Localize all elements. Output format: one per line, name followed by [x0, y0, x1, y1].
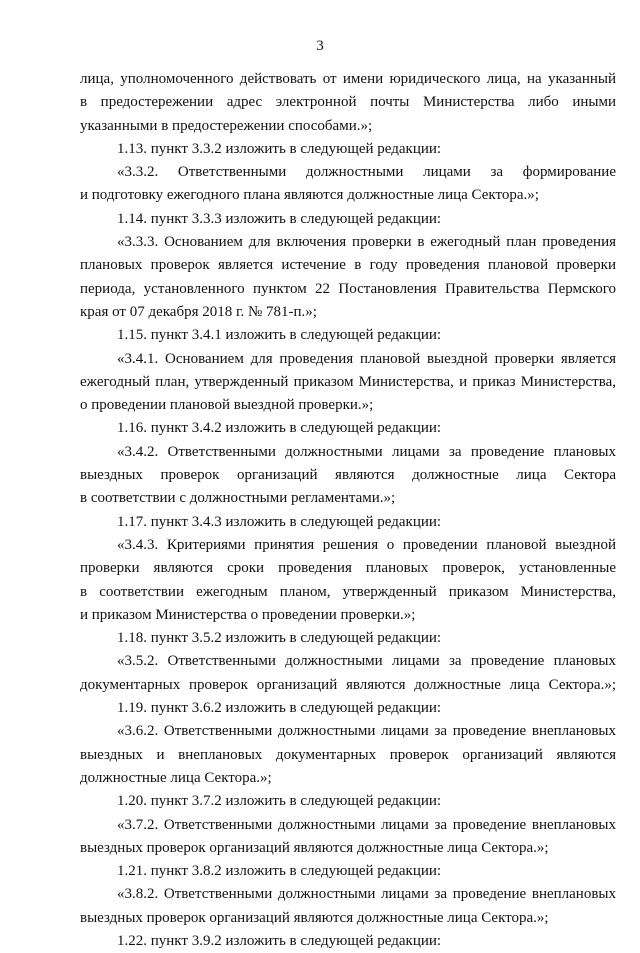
text-line: 1.14. пункт 3.3.3 изложить в следующей редакции:	[117, 210, 442, 227]
text-line: указанными в предостережении способами.»;	[80, 117, 373, 134]
page-number: 3	[316, 38, 324, 54]
text-line: «3.3.3. Основанием для включения проверки в ежегодный план проведения	[117, 234, 616, 251]
text-line: лица, уполномоченного действовать от имени юридического лица, на указанный	[80, 71, 616, 87]
text-line: в соответствии с должностными регламентами.»;	[80, 490, 396, 507]
text-line: «3.7.2. Ответственными должностными лицами за проведение внеплановых	[117, 816, 616, 833]
text-line: в соответствии ежегодным планом, утвержденный приказом Министерства,	[80, 583, 616, 600]
text-line: «3.8.2. Ответственными должностными лицами за проведение внеплановых	[117, 886, 616, 903]
text-line: выездных и внеплановых документарных проверок организаций являются	[80, 746, 616, 763]
text-line: «3.4.1. Основанием для проведения плановой выездной проверки является	[117, 350, 616, 367]
text-line: плановых проверок является истечение в году проведения плановой проверки	[80, 257, 616, 274]
text-line: 1.20. пункт 3.7.2 изложить в следующей редакции:	[117, 793, 442, 810]
text-line: выездных проверок организаций являются должностные лица Сектора.»;	[80, 839, 549, 856]
text-line: 1.17. пункт 3.4.3 изложить в следующей редакции:	[117, 513, 442, 530]
text-line: 1.19. пункт 3.6.2 изложить в следующей редакции:	[117, 700, 442, 717]
text-line: о проведении плановой выездной проверки.»;	[80, 397, 374, 414]
text-line: 1.15. пункт 3.4.1 изложить в следующей редакции:	[117, 327, 442, 344]
text-line: выездных проверок организаций являются должностные лица Сектора	[80, 467, 616, 484]
text-line: «3.4.2. Ответственными должностными лицами за проведение плановых	[117, 443, 616, 460]
text-line: проверки являются сроки проведения плановых проверок, установленные	[80, 560, 616, 577]
text-line: «3.5.2. Ответственными должностными лицами за проведение плановых	[117, 653, 616, 670]
document-body	[80, 68, 616, 953]
text-line: края от 07 декабря 2018 г. № 781-п.»;	[80, 303, 317, 320]
text-line: периода, установленного пунктом 22 Постановления Правительства Пермского	[80, 280, 616, 297]
text-line: выездных проверок организаций являются должностные лица Сектора.»;	[80, 909, 549, 926]
text-line: «3.4.3. Критериями принятия решения о проведении плановой выездной	[117, 536, 616, 553]
text-line: документарных проверок организаций являются должностные лица Сектора.»;	[80, 676, 616, 693]
text-line: в предостережении адрес электронной почты Министерства либо иными	[80, 94, 616, 111]
text-line: 1.18. пункт 3.5.2 изложить в следующей редакции:	[117, 630, 442, 647]
text-line: «3.6.2. Ответственными должностными лицами за проведение внеплановых	[117, 723, 616, 740]
text-line: должностные лица Сектора.»;	[80, 769, 272, 786]
text-line: 1.13. пункт 3.3.2 изложить в следующей редакции:	[117, 140, 442, 157]
text-line: 1.21. пункт 3.8.2 изложить в следующей редакции:	[117, 863, 442, 880]
text-line: и подготовку ежегодного плана являются должностные лица Сектора.»;	[80, 187, 539, 204]
text-line: ежегодный план, утвержденный приказом Министерства, и приказ Министерства,	[80, 373, 616, 390]
text-line: 1.22. пункт 3.9.2 изложить в следующей редакции:	[117, 932, 442, 949]
text-line: и приказом Министерства о проведении проверки.»;	[80, 606, 416, 623]
text-line: 1.16. пункт 3.4.2 изложить в следующей редакции:	[117, 420, 442, 437]
text-line: «3.3.2. Ответственными должностными лицами за формирование	[117, 164, 616, 181]
